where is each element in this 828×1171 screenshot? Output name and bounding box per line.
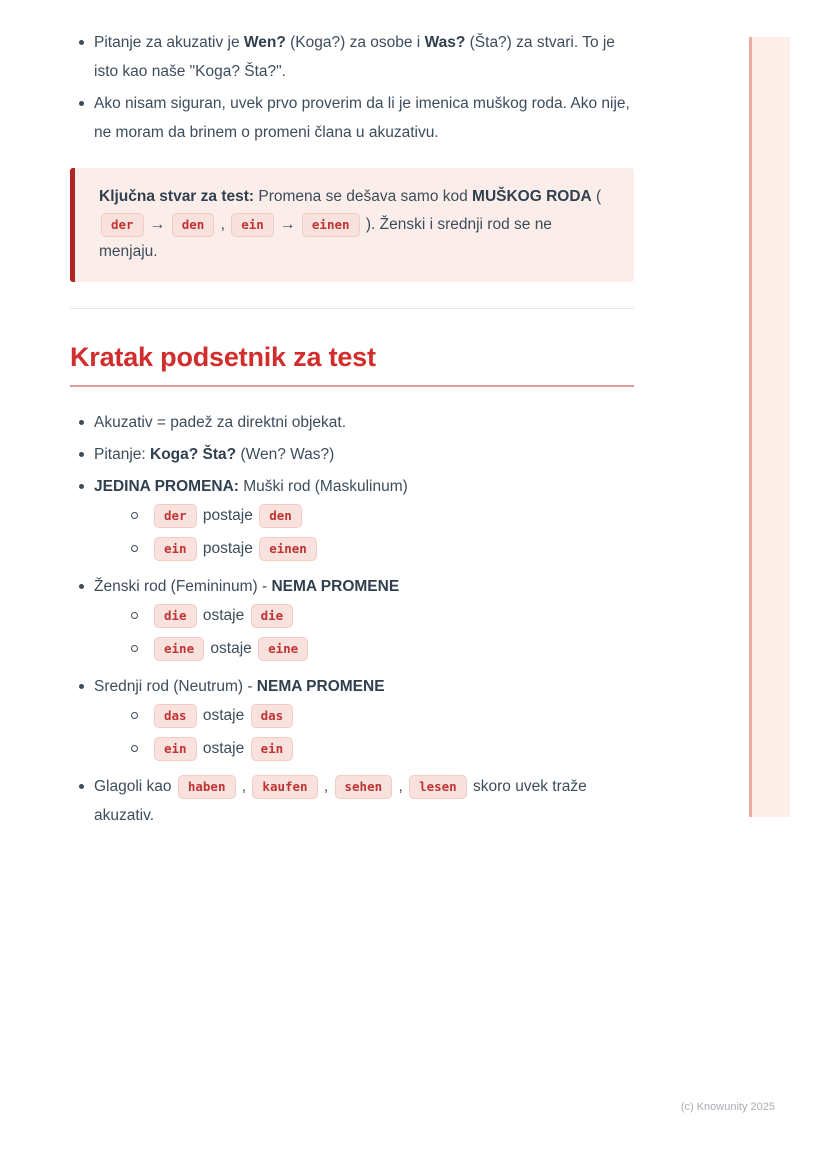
text-segment: postaje xyxy=(198,539,258,557)
code-chip: haben xyxy=(178,775,236,799)
text-segment: ( xyxy=(591,188,602,205)
list-item-text xyxy=(94,578,399,595)
text-segment: Ključna stvar za test: xyxy=(99,188,255,205)
list-item-text xyxy=(94,34,615,80)
text-segment: , xyxy=(216,215,230,233)
sub-list-item xyxy=(124,700,634,731)
list-item xyxy=(70,28,634,86)
text-segment: Wen? xyxy=(243,34,286,51)
list-item xyxy=(70,572,634,664)
text-segment: (Koga?) za osobe i xyxy=(285,34,425,51)
text-segment: , xyxy=(237,777,251,795)
code-chip: einen xyxy=(259,537,317,561)
list-item xyxy=(70,440,634,469)
text-segment: , xyxy=(394,777,408,795)
callout-text xyxy=(99,183,614,266)
sub-list-item xyxy=(124,600,634,631)
code-chip: die xyxy=(251,604,294,628)
text-segment: Akuzativ = padež za direktni objekat. xyxy=(94,413,347,431)
code-chip: lesen xyxy=(409,775,467,799)
footer-credit: (c) Knowunity 2025 xyxy=(680,1101,775,1113)
text-segment: Srednji rod (Neutrum) - xyxy=(94,677,257,695)
section-divider xyxy=(70,308,634,309)
text-segment: ostaje xyxy=(198,606,249,624)
text-segment: , xyxy=(319,777,333,795)
code-chip: den xyxy=(172,213,215,237)
code-chip: ein xyxy=(251,737,294,761)
text-segment: Promena se dešava samo kod xyxy=(254,188,473,205)
list-item xyxy=(70,89,634,147)
code-chip: der xyxy=(101,213,144,237)
text-segment: Pitanje za akuzativ je xyxy=(94,34,244,51)
sub-list-item xyxy=(124,733,634,764)
code-chip: sehen xyxy=(335,775,393,799)
summary-list xyxy=(70,408,634,830)
sub-list-item xyxy=(124,633,634,664)
text-segment: ostaje xyxy=(198,739,249,757)
text-segment: Ako nisam siguran, uvek prvo proverim da li je imenica muškog roda. Ako nije, ne moram da brinem o promeni člana u akuzativu. xyxy=(94,95,630,141)
code-chip: der xyxy=(154,504,197,528)
code-chip: das xyxy=(154,704,197,728)
list-item-text xyxy=(152,707,295,724)
section-title: Kratak podsetnik za test xyxy=(70,341,376,372)
text-segment: Glagoli kao xyxy=(94,777,176,795)
code-chip: ein xyxy=(154,737,197,761)
code-chip: kaufen xyxy=(252,775,317,799)
code-chip: einen xyxy=(302,213,360,237)
text-segment: skoro uvek traže akuzativ. xyxy=(94,777,587,824)
section-title-rule xyxy=(70,385,634,387)
list-item-text xyxy=(94,414,346,431)
list-item-text xyxy=(152,607,295,624)
text-segment: NEMA PROMENE xyxy=(271,577,400,595)
code-chip: ein xyxy=(154,537,197,561)
text-segment: MUŠKOG RODA xyxy=(472,188,592,205)
list-item xyxy=(70,408,634,437)
code-chip: eine xyxy=(258,637,308,661)
code-chip: den xyxy=(259,504,302,528)
sub-list-item xyxy=(124,533,634,564)
text-segment: Muški rod (Maskulinum) xyxy=(238,477,408,495)
list-item-text xyxy=(152,540,319,557)
code-chip: ein xyxy=(231,213,274,237)
code-chip: eine xyxy=(154,637,204,661)
list-item-text xyxy=(94,478,408,495)
text-segment: (Wen? Was?) xyxy=(236,445,335,463)
list-item xyxy=(70,672,634,764)
sub-list xyxy=(124,700,634,764)
text-segment: Pitanje: xyxy=(94,445,151,463)
text-segment: → xyxy=(145,215,170,233)
sub-list-item xyxy=(124,500,634,531)
sub-list xyxy=(124,500,634,564)
key-note-callout xyxy=(70,168,634,282)
text-segment: JEDINA PROMENA: xyxy=(94,477,239,495)
list-item-text xyxy=(94,678,385,695)
text-segment: NEMA PROMENE xyxy=(256,677,385,695)
list-item-text xyxy=(152,640,310,657)
code-chip: das xyxy=(251,704,294,728)
list-item-text xyxy=(94,778,587,824)
list-item-text xyxy=(94,95,630,141)
document-content xyxy=(70,28,634,833)
text-segment: (Šta?) za stvari. To je isto kao naše "Koga? Šta?". xyxy=(94,34,615,80)
text-segment: ostaje xyxy=(198,706,249,724)
next-page-edge xyxy=(749,37,790,817)
list-item xyxy=(70,472,634,564)
text-segment: Was? xyxy=(424,34,466,51)
code-chip: die xyxy=(154,604,197,628)
list-item-text xyxy=(152,507,304,524)
text-segment: Koga? Šta? xyxy=(150,445,237,463)
intro-list xyxy=(70,28,634,147)
list-item xyxy=(70,772,634,830)
list-item-text xyxy=(152,740,295,757)
text-segment: Ženski rod (Femininum) - xyxy=(94,577,272,595)
text-segment: → xyxy=(275,215,300,233)
text-segment: ostaje xyxy=(206,639,257,657)
text-segment: ). Ženski i srednji rod se ne menjaju. xyxy=(99,215,552,260)
list-item-text xyxy=(94,446,334,463)
text-segment: postaje xyxy=(198,506,258,524)
sub-list xyxy=(124,600,634,664)
